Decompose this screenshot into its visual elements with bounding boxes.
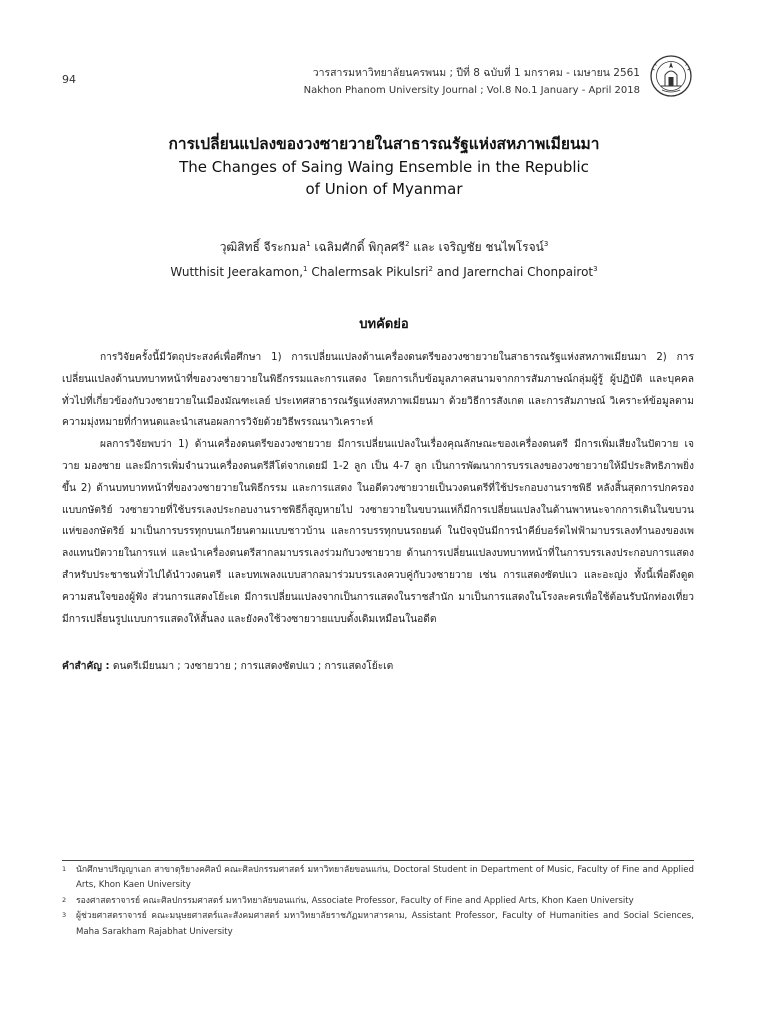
journal-header: [304, 65, 640, 99]
author-2-thai: เฉลิมศักดิ์ พิกุลศรี: [310, 240, 405, 254]
author-3-footnote-mark: 3: [543, 240, 549, 248]
page-number: 94: [62, 73, 76, 86]
abstract-heading: บทคัดย่อ: [359, 317, 409, 332]
author-3-thai: และ เจริญชัย ชนไพโรจน์: [409, 240, 544, 254]
footnote-1: [62, 863, 694, 894]
abstract-body: [62, 347, 694, 630]
title-thai: การเปลี่ยนแปลงของวงซายวายในสาธารณรัฐแห่งสหภาพเมียนมา: [168, 135, 600, 153]
author-3-english: and Jarernchai Chonpairot: [432, 265, 594, 279]
authors-english: [0, 258, 768, 283]
author-1-english: Wutthisit Jeerakamon,: [170, 265, 304, 279]
university-seal-icon: [650, 55, 692, 97]
footnote-mark: 2: [62, 895, 67, 904]
footnote-mark: 3: [62, 911, 67, 920]
abstract-paragraph-1: การวิจัยครั้งนี้มีวัตถุประสงค์เพื่อศึกษา 1) การเปลี่ยนแปลงด้านเครื่องดนตรีของวงซายวายในสาธารณรัฐแห่งสหภาพเมียนมา 2) การเปลี่ยนแปลงด้านบทบาทหน้าที่ของวงซายวายในพิธีกรรมและการแสดง โดยการเก็บข้อมูลภาคสนามจากการสัมภาษณ์กลุ่มผู้รู้ ผู้ปฏิบัติ และบุคคลทั่วไปที่เกี่ยวข้องกับวงซายวายในเมืองมัณฑะเลย์ ประเทศสาธารณรัฐแห่งสหภาพเมียนมา ด้วยวิธีการสังเกต และการสัมภาษณ์ วิเคราะห์ข้อมูลตามความมุ่งหมายที่กำหนดและนำเสนอผลการวิจัยด้วยวิธีพรรณนาวิเคราะห์: [62, 352, 694, 429]
footnote-divider: [62, 860, 694, 861]
author-2-footnote-mark: 2: [405, 240, 410, 248]
footnote-mark: 1: [62, 865, 67, 873]
authors-thai: [0, 233, 768, 258]
footnote-2: [62, 894, 694, 909]
footnote-text: รองศาสตราจารย์ คณะศิลปกรรมศาสตร์ มหาวิทยาลัยขอนแก่น, Associate Professor, Faculty of Fine and Applied Arts, Khon Kaen University: [76, 895, 634, 906]
abstract-paragraph-2: ผลการวิจัยพบว่า 1) ด้านเครื่องดนตรีของวงซายวาย มีการเปลี่ยนแปลงในเรื่องคุณลักษณะของเครื่องดนตรี มีการเพิ่มเสียงในปัตวาย เจวาย มองซาย และมีการเพิ่มจำนวนเครื่องดนตรีสีโต่จากเดยมี 1-2 ลูก เป็น 4-7 ลูก เป็นการพัฒนาการบรรเลงของวงซายวายให้มีประสิทธิภาพยิ่งขึ้น 2) ด้านบทบาทหน้าที่ของวงซายวายในพิธีกรรม และการแสดง ในอดีตวงซายวายเป็นวงดนตรีที่ใช้ประกอบงานราชพิธี หลังสิ้นสุดการปกครองแบบกษัตริย์ วงซายวายที่ใช้บรรเลงประกอบงานราชพิธีก็สูญหายไป วงซายวายในขบวนแห่ก็มีการเปลี่ยนแปลงในด้านพาหนะจากการเดินในขบวนแห่ของกษัตริย์ มาเป็นการบรรทุกบนเกวียนตามแบบชาวบ้าน และการบรรทุกบนรถยนต์ ในปัจจุบันมีการนำคีย์บอร์ดไฟฟ้ามาบรรเลงทำนองของเพลงแทนปัตวายในการแห่ และนำเครื่องดนตรีสากลมาบรรเลงร่วมกับวงซายวาย ด้านการเปลี่ยนแปลงบทบาทหน้าที่ในการบรรเลงประกอบการแสดงสำหรับประชาชนทั่วไปได้นำวงดนตรี และบทเพลงแบบสากลมาร่วมบรรเลงควบคู่กับวงซายวาย เช่น การแสดงซัตปแว และอะญ่ง ทั้งนี้เพื่อดึงดูดความสนใจของผู้ฟัง ส่วนการแสดงโย้ะเต มีการเปลี่ยนแปลงจากเป็นการแสดงในราชสำนัก มาเป็นการแสดงในโรงละครเพื่อใช้ต้อนรับนักท่องเที่ยว มีการเปลี่ยนรูปแบบการแสดงให้สั้นลง และยังคงใช้วงซายวายแบบดั้งเดิมเหมือนในอดีต: [62, 439, 694, 625]
footnote-3: [62, 909, 694, 940]
article-title: [0, 132, 768, 200]
keywords-text: ดนตรีเมียนมา ; วงซายวาย ; การแสดงซัตปแว ; การแสดงโย้ะเต: [109, 661, 394, 672]
author-1-footnote-mark: 1: [303, 265, 308, 273]
author-2-english: Chalermsak Pikulsri: [307, 265, 429, 279]
footnote-text: นักศึกษาปริญญาเอก สาขาดุริยางคศิลป์ คณะศิลปกรรมศาสตร์ มหาวิทยาลัยขอนแก่น, Doctoral Student in Department of Music, Faculty of Fine and Applied Arts, Khon Kaen University: [76, 865, 694, 891]
author-2-footnote-mark: 2: [428, 265, 433, 273]
author-1-thai: วุฒิสิทธิ์ จีระกมล: [219, 240, 307, 254]
title-english-line-1: The Changes of Saing Waing Ensemble in the Republic: [179, 158, 589, 176]
title-english-line-2: of Union of Myanmar: [305, 180, 463, 198]
keywords-label: คำสำคัญ :: [62, 661, 110, 672]
journal-name-thai: วารสารมหาวิทยาลัยนครพนม ; ปีที่ 8 ฉบับที่ 1 มกราคม - เมษายน 2561: [312, 67, 640, 79]
journal-name-english: Nakhon Phanom University Journal ; Vol.8 No.1 January - April 2018: [303, 85, 640, 96]
keywords: [62, 657, 694, 677]
footnote-text: ผู้ช่วยศาสตราจารย์ คณะมนุษยศาสตร์และสังคมศาสตร์ มหาวิทยาลัยราชภัฏมหาสารคาม, Assistant Professor, Faculty of Humanities and Social Sciences, Maha Sarakham Rajabhat University: [76, 911, 694, 937]
author-3-footnote-mark: 3: [593, 265, 598, 273]
footnotes: [62, 863, 694, 940]
author-list: [0, 233, 768, 283]
author-1-footnote-mark: 1: [306, 240, 311, 248]
